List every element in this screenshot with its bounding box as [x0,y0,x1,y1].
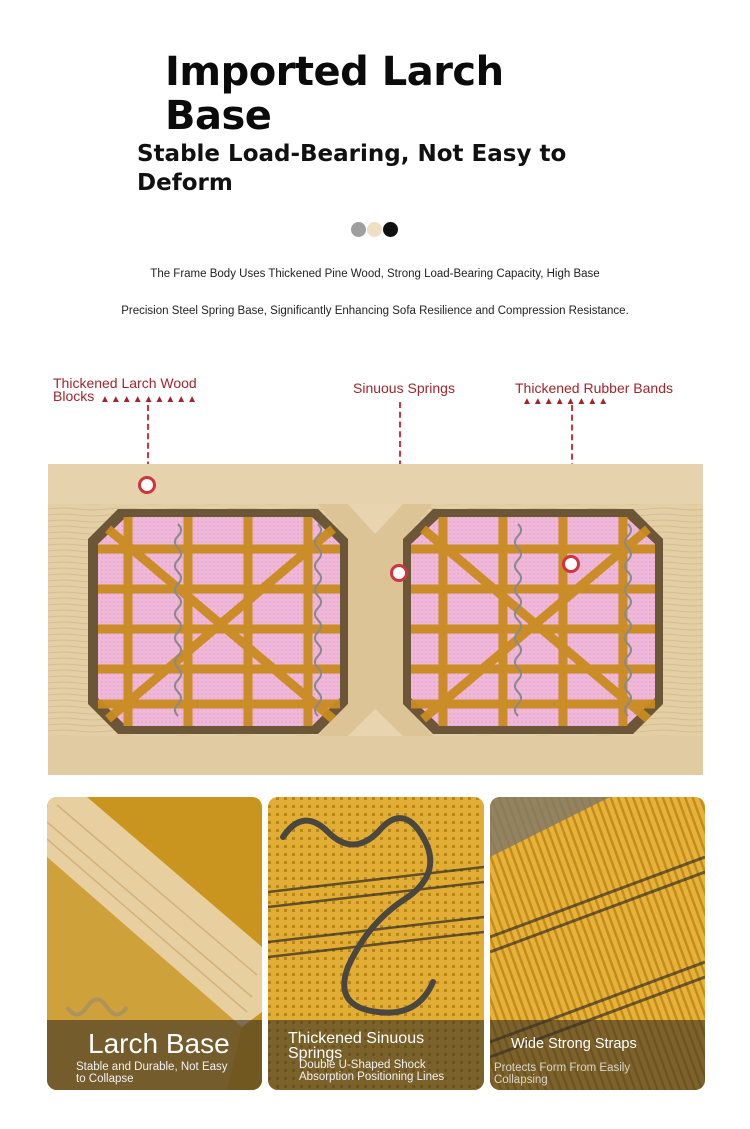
description-spring: Precision Steel Spring Base, Significantly Enhancing Sofa Resilience and Compression Resistance. [121,305,629,317]
page-subtitle: Stable Load-Bearing, Not Easy to Deform [137,141,567,196]
sofa-base-image [48,464,703,775]
swatch-beige[interactable] [367,222,382,237]
callout-springs: Sinuous Springs [353,380,455,396]
callout-blocks: Thickened Larch Wood Blocks [53,375,197,404]
panel-subtitle: Double U-Shaped Shock Absorption Positioning Lines [299,1059,445,1083]
panel-larch-base [47,797,262,1090]
right-bay [403,509,663,734]
page-title: Imported Larch Base [165,49,504,139]
callout-springs-dot [390,564,408,582]
panel-title: Wide Strong Straps [511,1036,637,1052]
left-bay [88,509,348,734]
callout-blocks-marks: ▲▲▲▲▲▲▲▲▲ [100,394,199,405]
swatch-gray[interactable] [351,222,366,237]
color-swatches [351,222,398,237]
panel-subtitle: Protects Form From Easily Collapsing [494,1062,631,1086]
swatch-black[interactable] [383,222,398,237]
description-frame: The Frame Body Uses Thickened Pine Wood, Strong Load-Bearing Capacity, High Base [150,268,600,280]
panel-sinuous-springs [268,797,484,1090]
panel-wide-straps [490,797,705,1090]
panel-subtitle: Stable and Durable, Not Easy to Collapse [76,1061,228,1085]
callout-bands: Thickened Rubber Bands [515,380,673,396]
panel-title: Larch Base [88,1028,230,1059]
panel-title: Thickened Sinuous Springs [288,1030,425,1062]
callout-bands-marks: ▲▲▲▲▲▲▲▲ [522,396,610,407]
callout-blocks-dot [138,476,156,494]
callout-bands-dot [562,555,580,573]
